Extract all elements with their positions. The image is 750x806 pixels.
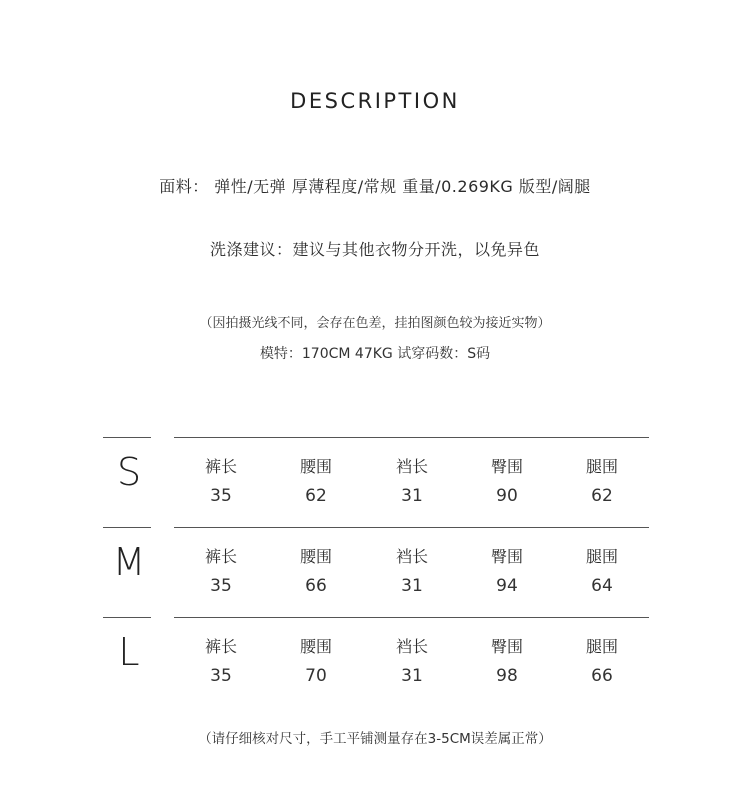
measurement-label: 裆长 [395,457,428,476]
measurement-label: 臀围 [490,547,523,566]
measurement-value: 35 [210,576,232,596]
measurement-label: 腿围 [585,637,618,656]
size-divider-long [174,617,649,618]
measurement-value: 90 [496,486,518,506]
page-title: DESCRIPTION [290,89,460,113]
measurement-label: 腰围 [299,547,332,566]
size-letter: M [112,540,146,584]
measurement-label: 臀围 [490,457,523,476]
model-info: 模特：170CM 47KG 试穿码数：S码 [259,346,491,362]
measurement-value: 66 [591,666,613,686]
fabric-specs: 面料： 弹性/无弹 厚薄程度/常规 重量/0.269KG 版型/阔腿 [159,177,591,196]
measurement-label: 腿围 [585,547,618,566]
size-letter: S [116,450,142,494]
washing-advice: 洗涤建议：建议与其他衣物分开洗，以免异色 [209,240,540,259]
size-divider-short [103,617,151,618]
measurement-label: 裤长 [204,457,237,476]
measurement-label: 裆长 [395,547,428,566]
measurement-value: 66 [305,576,327,596]
measurement-value: 62 [305,486,327,506]
measurement-label: 腰围 [299,637,332,656]
measurement-label: 裆长 [395,637,428,656]
measurement-footer-note: （请仔细核对尺寸，手工平铺测量存在3-5CM误差属正常） [198,731,552,747]
measurement-label: 臀围 [490,637,523,656]
measurement-value: 62 [591,486,613,506]
size-divider-short [103,437,151,438]
measurement-value: 94 [496,576,518,596]
size-letter: L [118,630,140,674]
measurement-value: 31 [401,666,423,686]
measurement-value: 70 [305,666,327,686]
measurement-label: 腿围 [585,457,618,476]
size-divider-long [174,527,649,528]
measurement-label: 腰围 [299,457,332,476]
color-difference-note: （因拍摄光线不同，会存在色差，挂拍图颜色较为接近实物） [199,316,551,331]
size-divider-short [103,527,151,528]
measurement-value: 31 [401,576,423,596]
measurement-value: 98 [496,666,518,686]
measurement-value: 35 [210,486,232,506]
measurement-value: 64 [591,576,613,596]
size-divider-long [174,437,649,438]
measurement-label: 裤长 [204,637,237,656]
measurement-value: 35 [210,666,232,686]
measurement-label: 裤长 [204,547,237,566]
measurement-value: 31 [401,486,423,506]
